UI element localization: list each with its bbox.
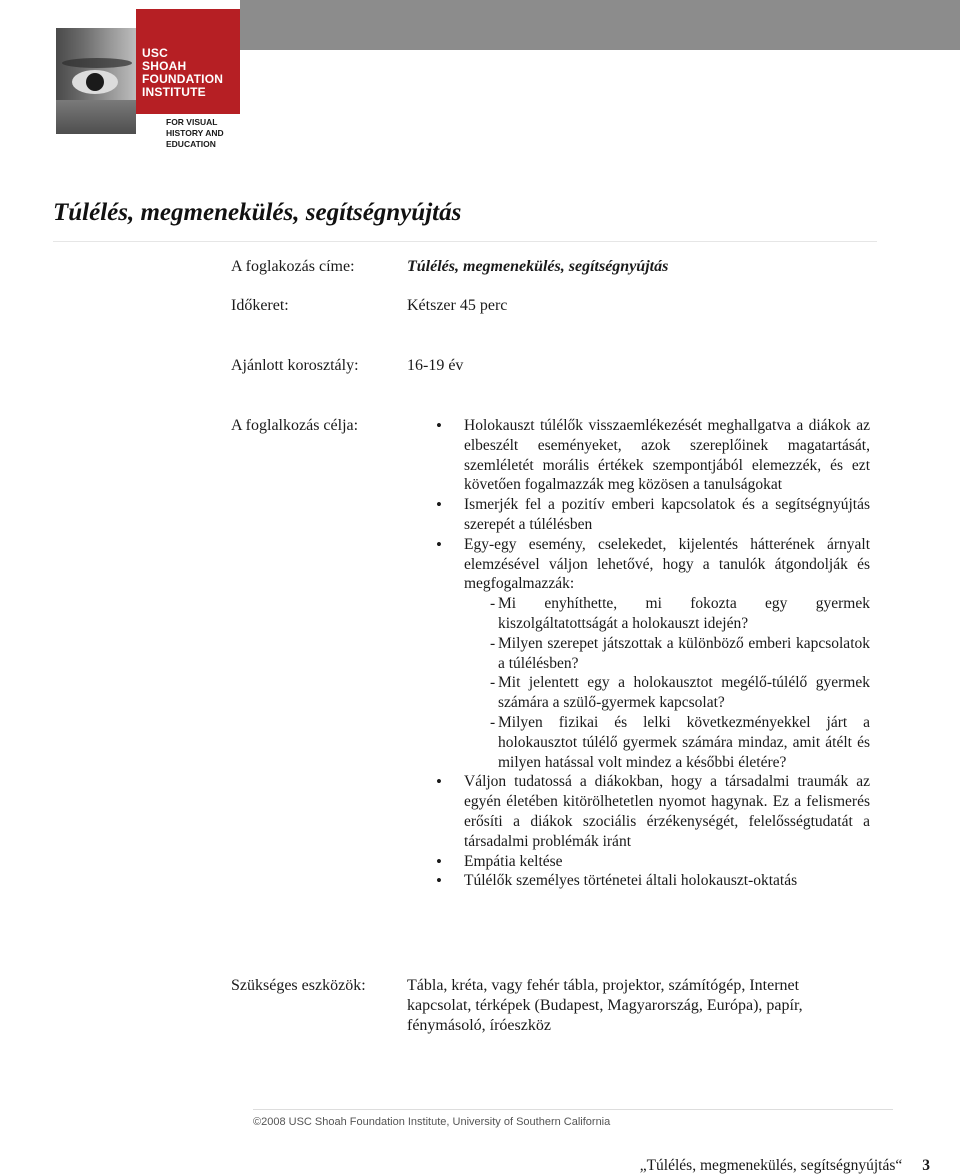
title-value: Túlélés, megmenekülés, segítségnyújtás [407,258,669,275]
goal-item: • Váljon tudatossá a diákokban, hogy a társadalmi traumák az egyén életében kitörölhetetlen nyomot hagynak. Ez a felismerés erősíti a diákok szociális érzékenységét, felelősségtudatát a társadalmi problémák iránt [436,772,870,851]
logo-line: USC [142,46,168,60]
running-title: „Túlélés, megmenekülés, segítségnyújtás“ [639,1157,903,1174]
question-item: - Mit jelentett egy a holokausztot megélő-túlélő gyermek számára a szülő-gyermek kapcsolat? [464,673,870,713]
question-item: - Mi enyhíthette, mi fokozta egy gyermek kiszolgáltatottságát a holokauszt idején? [464,594,870,634]
copyright-text: ©2008 USC Shoah Foundation Institute, University of Southern California [253,1116,611,1128]
footer-divider [253,1109,893,1110]
goal-item-text: Egy-egy esemény, cselekedet, kijelentés hátterének árnyalt elemzésével váljon lehetővé, hogy a tanulók átgondolják és megfogalmazzák: [464,535,870,593]
question-item: - Milyen szerepet játszottak a különböző emberi kapcsolatok a túlélésben? [464,634,870,674]
title-divider [53,241,877,242]
logo-subline: EDUCATION [166,139,216,149]
tools-value: Tábla, kréta, vagy fehér tábla, projektor, számítógép, Internet kapcsolat, térképek (Budapest, Magyarország, Európa), papír, fénymásoló, íróeszköz [407,977,803,1034]
goal-item: • Empátia keltése [436,852,870,872]
time-value: Kétszer 45 perc [407,297,508,314]
logo-subline: FOR VISUAL [166,117,218,127]
logo-eye-photo [56,28,136,134]
page-title: Túlélés, megmenekülés, segítségnyújtás [53,199,462,226]
question-item: - Milyen fizikai és lelki következményekkel járt a holokausztot túlélő gyermek számára mindaz, amit átélt és milyen hatással volt mindez a későbbi életére? [464,713,870,772]
tools-label: Szükséges eszközök: [231,977,366,994]
time-label: Időkeret: [231,297,289,314]
questions-list [464,594,870,772]
logo-line: INSTITUTE [142,85,206,99]
age-value: 16-19 év [407,357,464,374]
header-gray-band [240,0,960,50]
running-footer [640,1157,930,1175]
goal-item-with-questions [436,535,870,773]
page-number: 3 [922,1157,930,1174]
title-label: A foglakozás címe: [231,258,355,275]
goal-item: • Ismerjék fel a pozitív emberi kapcsolatok és a segítségnyújtás szerepét a túlélésben [436,495,870,535]
logo-line: SHOAH [142,59,187,73]
logo-subline: HISTORY AND [166,128,224,138]
logo-red-block [136,9,240,114]
goal-item: • Túlélők személyes történetei általi holokauszt-oktatás [436,871,870,891]
goal-item: • Holokauszt túlélők visszaemlékezését meghallgatva a diákok az elbeszélt eseményeket, azok szereplőinek magatartását, szemléletét morális értékek szempontjából elemezzék, és ezt követően fogalmazzák meg közösen a tanulságokat [436,416,870,495]
age-label: Ajánlott korosztály: [231,357,359,374]
logo-line: FOUNDATION [142,72,224,86]
goals-list [436,416,870,891]
goal-label: A foglalkozás célja: [231,417,359,434]
